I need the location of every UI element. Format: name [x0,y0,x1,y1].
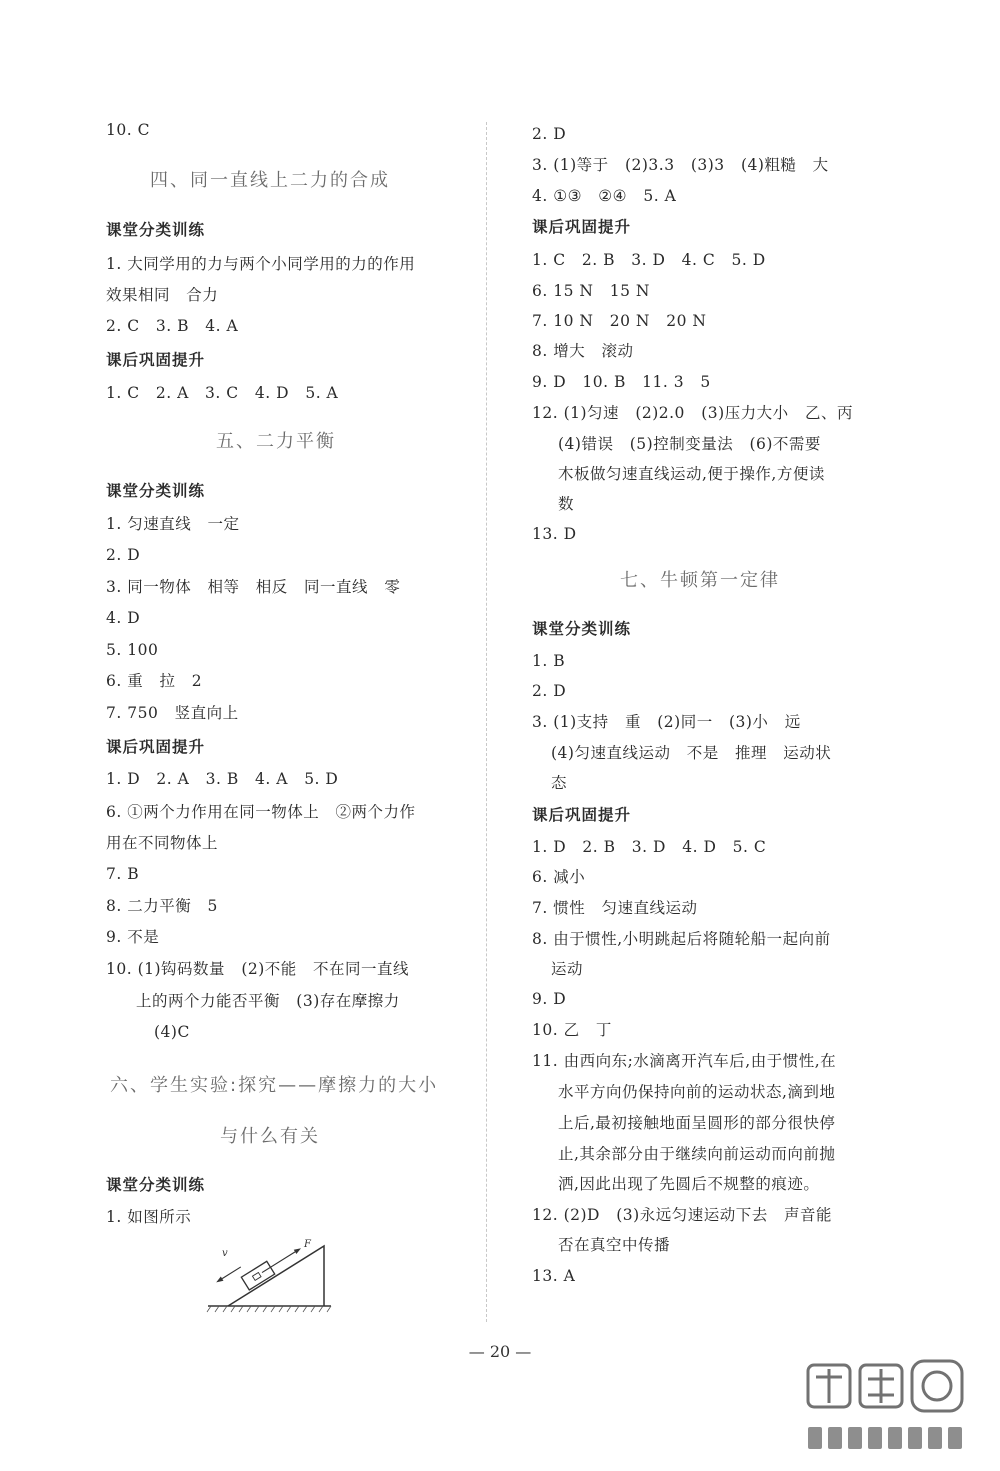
section-heading-6-cont: 与什么有关 [220,1126,320,1147]
answer-line: 7. B [106,865,140,883]
answer-line: 7. 750 竖直向上 [106,704,239,722]
answer-line: 洒,因此出现了先圆后不规整的痕迹。 [558,1175,820,1193]
answer-line: 否在真空中传播 [558,1236,671,1254]
answer-line: 9. D 10. B 11. 3 5 [532,373,711,391]
answer-line: 3. (1)等于 (2)3.3 (3)3 (4)粗糙 大 [532,156,829,174]
answer-line: 3. 同一物体 相等 相反 同一直线 零 [106,578,401,596]
answer-line: 2. D [532,125,567,143]
answer-line: 1. D 2. B 3. D 4. D 5. C [532,838,767,856]
answer-line: 11. 由西向东;水滴离开汽车后,由于惯性,在 [532,1052,837,1070]
answer-line: (4)匀速直线运动 不是 推理 运动状 [551,744,832,762]
answer-line: 1. 匀速直线 一定 [106,515,240,533]
answer-line: 3. (1)支持 重 (2)同一 (3)小 远 [532,713,801,731]
answer-line: 5. 100 [106,641,159,659]
answer-line: (4)C [154,1023,190,1041]
subheading: 课后巩固提升 [532,218,632,236]
answer-line: 9. D [532,990,567,1008]
answer-line: 1. 如图所示 [106,1208,192,1226]
answer-line: 13. A [532,1267,576,1285]
answer-line: 10. (1)钩码数量 (2)不能 不在同一直线 [106,960,410,978]
answer-line: 2. C 3. B 4. A [106,317,239,335]
answer-line: (4)错误 (5)控制变量法 (6)不需要 [558,435,821,453]
answer-line: 止,其余部分由于继续向前运动而向前抛 [558,1145,836,1163]
page-number: — 20 — [468,1342,532,1361]
subheading: 课堂分类训练 [106,1176,206,1194]
answer-line: 12. (1)匀速 (2)2.0 (3)压力大小 乙、丙 [532,404,853,422]
answer-line: 2. D [106,546,141,564]
force-label: F [304,1239,311,1250]
subheading: 课堂分类训练 [106,221,206,239]
answer-line: 6. 重 拉 2 [106,672,203,690]
answer-line: 12. (2)D (3)永远匀速运动下去 声音能 [532,1206,832,1224]
answer-line: 效果相同 合力 [106,286,219,304]
answer-line: 6. 减小 [532,868,586,886]
subheading: 课后巩固提升 [532,806,632,824]
answer-line: 木板做匀速直线运动,便于操作,方便读 [558,465,825,483]
answer-line: 9. 不是 [106,928,160,946]
answer-line: 1. 大同学用的力与两个小同学用的力的作用 [106,255,416,273]
answer-line: 1. C 2. B 3. D 4. C 5. D [532,251,766,269]
watermark-logo [788,1355,988,1465]
answer-line: 4. D [106,609,141,627]
answer-line: 8. 增大 滚动 [532,342,634,360]
answer-line: 上的两个力能否平衡 (3)存在摩擦力 [136,992,400,1010]
subheading: 课后巩固提升 [106,738,206,756]
incline-diagram [206,1234,336,1319]
answer-line: 10. C [106,121,150,139]
answer-line: 10. 乙 丁 [532,1021,612,1039]
answer-line: 8. 由于惯性,小明跳起后将随轮船一起向前 [532,930,831,948]
answer-line: 1. B [532,652,566,670]
answer-line: 运动 [551,960,584,978]
answer-line: 1. D 2. A 3. B 4. A 5. D [106,770,339,788]
section-heading-5: 五、二力平衡 [216,431,336,452]
answer-line: 用在不同物体上 [106,834,219,852]
subheading: 课堂分类训练 [532,620,632,638]
answer-line: 6. ①两个力作用在同一物体上 ②两个力作 [106,803,416,821]
section-heading-6: 六、学生实验:探究——摩擦力的大小 [110,1075,439,1096]
answer-line: 水平方向仍保持向前的运动状态,滴到地 [558,1083,836,1101]
section-heading-4: 四、同一直线上二力的合成 [150,170,390,191]
answer-line: 6. 15 N 15 N [532,282,650,300]
subheading: 课堂分类训练 [106,482,206,500]
answer-line: 2. D [532,682,567,700]
answer-line: 7. 惯性 匀速直线运动 [532,899,698,917]
column-divider [486,122,487,1322]
subheading: 课后巩固提升 [106,351,206,369]
answer-line: 7. 10 N 20 N 20 N [532,312,707,330]
answer-line: 13. D [532,525,577,543]
velocity-label: v [222,1248,228,1259]
answer-line: 上后,最初接触地面呈圆形的部分很快停 [558,1114,836,1132]
answer-line: 态 [551,774,568,792]
answer-line: 4. ①③ ②④ 5. A [532,187,677,205]
answer-line: 1. C 2. A 3. C 4. D 5. A [106,384,339,402]
answer-line: 8. 二力平衡 5 [106,897,218,915]
section-heading-7: 七、牛顿第一定律 [620,570,780,591]
answer-line: 数 [558,495,575,513]
